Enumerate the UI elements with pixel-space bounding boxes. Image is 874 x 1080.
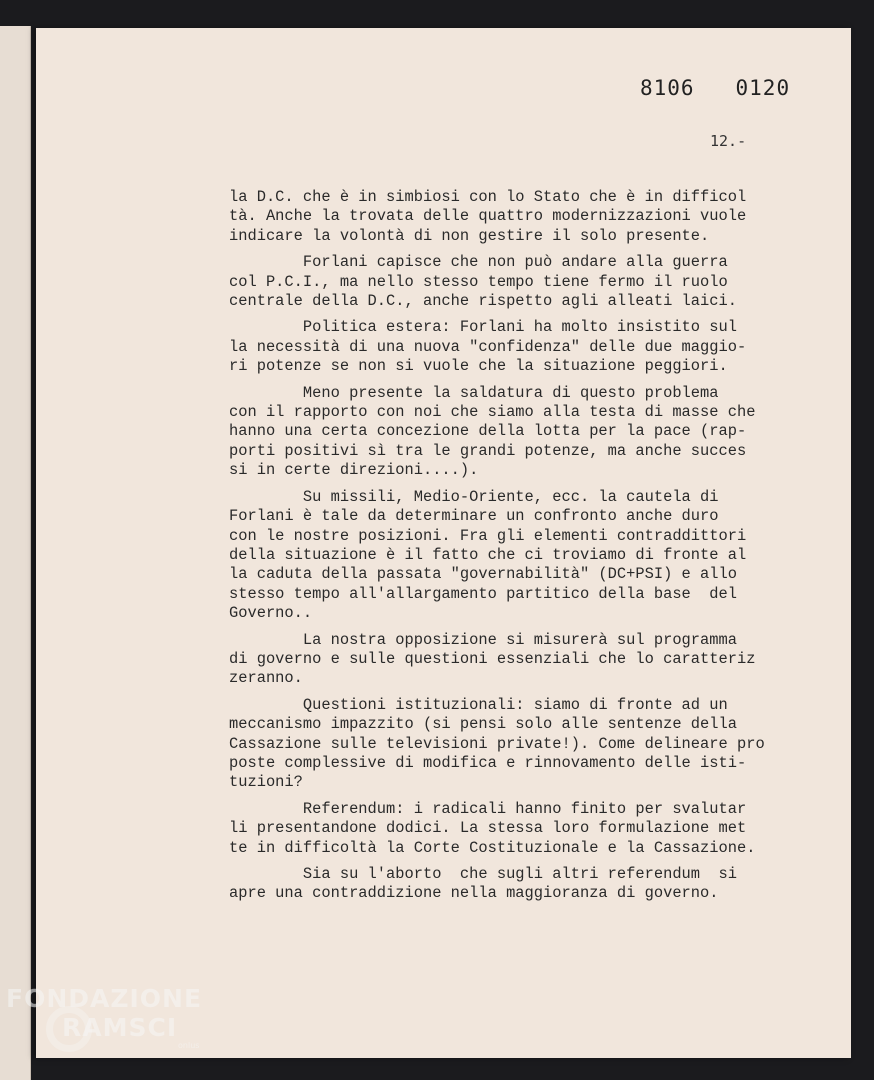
text-line: con il rapporto con noi che siamo alla testa di masse che [229,403,756,422]
text-line: si in certe direzioni....). [229,461,479,480]
text-line: porti positivi sì tra le grandi potenze, ma anche succes [229,441,747,460]
text-line: centrale della D.C., anche rispetto agli alleati laici. [229,292,737,311]
text-line: Su missili, Medio-Oriente, ecc. la cautela di [229,487,719,506]
text-line: li presentandone dodici. La stessa loro formulazione met [229,819,747,838]
text-line: la D.C. che è in simbiosi con lo Stato che è in difficol [229,188,747,206]
text-line: Sia su l'aborto che sugli altri referendum si [229,865,737,883]
text-line: te in difficoltà la Corte Costituzionale e la Cassazione. [229,838,756,857]
watermark-line-3: onlus [178,1041,200,1050]
watermark-line-1: FONDAZIONE [6,984,203,1013]
text-line: Politica estera: Forlani ha molto insistito sul [229,318,737,337]
paragraph [229,800,819,858]
fondazione-gramsci-watermark [6,986,202,1050]
paragraph [229,318,819,376]
text-line: con le nostre posizioni. Fra gli elementi contraddittori [229,526,747,545]
document-page [36,28,851,1058]
text-line: Questioni istituzionali: siamo di fronte ad un [229,695,728,714]
paragraph [229,631,819,689]
text-line: Governo.. [229,604,313,623]
text-line: tuzioni? [229,773,303,792]
page-number: 12.- [710,132,747,150]
text-line: stesso tempo all'allargamento partitico della base del [229,584,737,603]
paragraph [229,188,819,246]
text-line: Meno presente la saldatura di questo problema [229,383,719,402]
text-line: Forlani capisce che non può andare alla guerra [229,253,728,272]
paragraph [229,384,819,481]
text-line: meccanismo impazzito (si pensi solo alle sentenze della [229,715,737,734]
text-line: La nostra opposizione si misurerà sul programma [229,630,737,649]
text-line: hanno una certa concezione della lotta per la pace (rap- [229,422,747,441]
paragraph [229,488,819,624]
text-line: poste complessive di modifica e rinnovamento delle isti- [229,753,747,772]
text-line: indicare la volontà di non gestire il solo presente. [229,226,710,245]
text-line: tà. Anche la trovata delle quattro modernizzazioni vuole [229,207,747,226]
text-line: apre una contraddizione nella maggioranza di governo. [229,884,719,903]
previous-page-edge [0,26,31,1080]
text-line: ri potenze se non si vuole che la situazione peggiori. [229,357,728,376]
document-body [229,188,819,911]
text-line: di governo e sulle questioni essenziali che lo caratteriz [229,649,756,668]
watermark-g-logo-icon [46,1006,92,1052]
text-line: la necessità di una nuova "confidenza" delle due maggio- [229,337,747,356]
text-line: Referendum: i radicali hanno finito per svalutar [229,799,747,818]
text-line: della situazione è il fatto che ci troviamo di fronte al [229,545,747,564]
document-number-left: 8106 [640,76,695,100]
document-number-right: 0120 [735,76,791,100]
text-line: zeranno. [229,669,303,688]
text-line: Forlani è tale da determinare un confronto anche duro [229,507,719,526]
text-line: Cassazione sulle televisioni private!). Come delineare pro [229,734,765,753]
paragraph [229,253,819,311]
paragraph [229,865,819,904]
paragraph [229,696,819,793]
text-line: la caduta della passata "governabilità" (DC+PSI) e allo [229,565,737,584]
watermark-line-2: RAMSCI [62,1013,178,1042]
document-number [640,76,790,100]
text-line: col P.C.I., ma nello stesso tempo tiene fermo il ruolo [229,272,728,291]
